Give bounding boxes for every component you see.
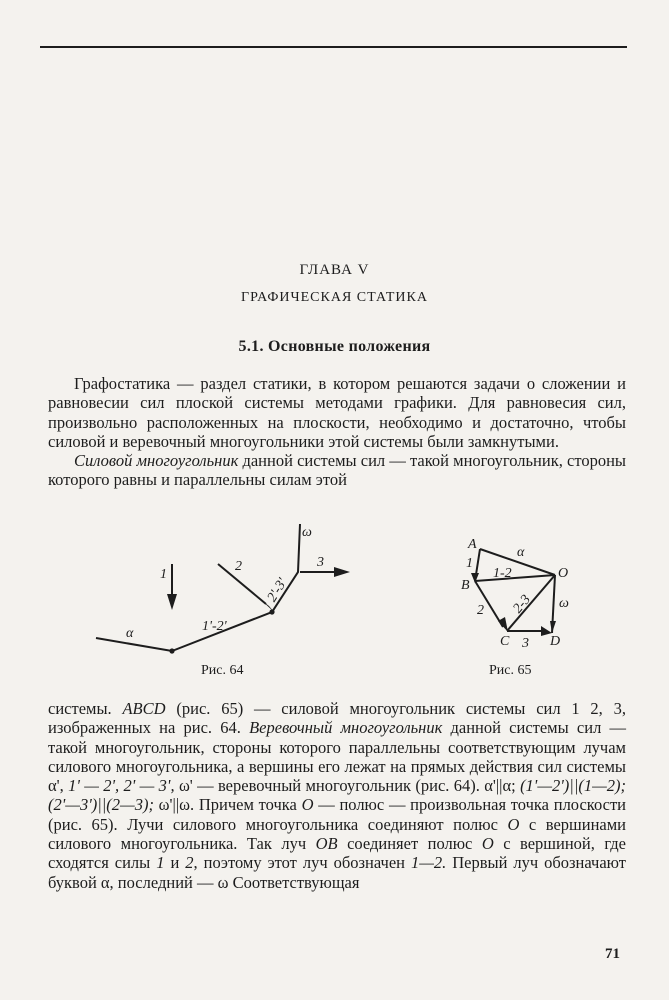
label-force-2: 2 [235,559,242,574]
label-B: B [461,578,470,593]
figure-64 [90,520,370,660]
label-force-1: 1 [160,567,167,582]
label-omega: ω [302,525,312,540]
chapter-subtitle: ГРАФИЧЕСКАЯ СТАТИКА [241,290,428,305]
label-side-2: 2 [477,603,484,618]
label-seg-1-2: 1'-2' [202,619,227,634]
ray-1-2 [475,575,555,581]
force-1-arrowhead [167,594,177,610]
label-D: D [550,634,561,649]
top-rule [40,46,627,48]
caption-fig-65: Рис. 65 [489,663,532,678]
label-omega: ω [559,596,569,611]
label-alpha: α [126,626,134,641]
figure-65 [455,535,585,655]
force-3-arrowhead [334,567,350,577]
paragraph-force-polygon: Силовой многоугольник данной системы сил — такой многоугольник, стороны которого равны и параллельны силам этой [48,451,626,490]
section-title: 5.1. Основные положения [238,338,431,355]
node-a [169,648,174,653]
term-abcd: ABCD [122,699,166,718]
label-side-3: 3 [522,636,529,651]
label-C: C [500,634,510,649]
term-force-polygon: Силовой многоугольник [74,451,239,471]
chapter-title: ГЛАВА V [299,262,370,278]
label-ray-1-2: 1-2 [493,566,512,581]
label-O: O [558,566,569,581]
force-2-line [218,564,266,604]
paragraph-graphostatics: Графостатика — раздел статики, в котором решаются задачи о сложении и равновесии сил плоской системы методами графики. Для равновесия сил, произвольно расположенных на плоскости, необходимо и достаточно, чтобы силовой и веревочный многоугольники этой системы были замкнутыми. [48,374,626,451]
label-side-1: 1 [466,556,473,571]
node-b [269,609,274,614]
paragraph-intro [48,374,626,490]
arrowhead-2 [498,617,508,632]
caption-fig-64: Рис. 64 [201,663,244,678]
paragraph-funicular: системы. ABCD (рис. 65) — силовой многоугольник системы сил 1 2, 3, изображенных на рис. 64. Веревочный многоугольник данной системы сил — такой многоугольник, стороны которого параллельны соответствующим лучам силового многоугольника, а вершины его лежат на прямых действия сил системы α', 1' — 2', 2' — 3', ω' — веревочный многоугольник (рис. 64). α'||α; (1'—2')||(1—2); (2'—3')||(2—3); ω'||ω. Причем точка O — полюс — произвольная точка плоскости (рис. 65). Лучи силового многоугольника соединяют полюс O с вершинами силового многоугольника. Так луч OB соединяет полюс O с вершиной, где сходятся силы 1 и 2, поэтому этот луч обозначен 1—2. Первый луч обозначают буквой α, последний — ω Соответствующая [48,699,627,892]
label-ray-2-3: 2-3 [510,592,534,617]
label-seg-2-3: 2'-3' [264,575,291,605]
page-number: 71 [605,946,620,962]
label-alpha: α [517,545,525,560]
label-A: A [468,537,477,552]
term-funicular-polygon: Веревочный многоугольник [249,718,443,738]
label-force-3: 3 [317,555,324,570]
